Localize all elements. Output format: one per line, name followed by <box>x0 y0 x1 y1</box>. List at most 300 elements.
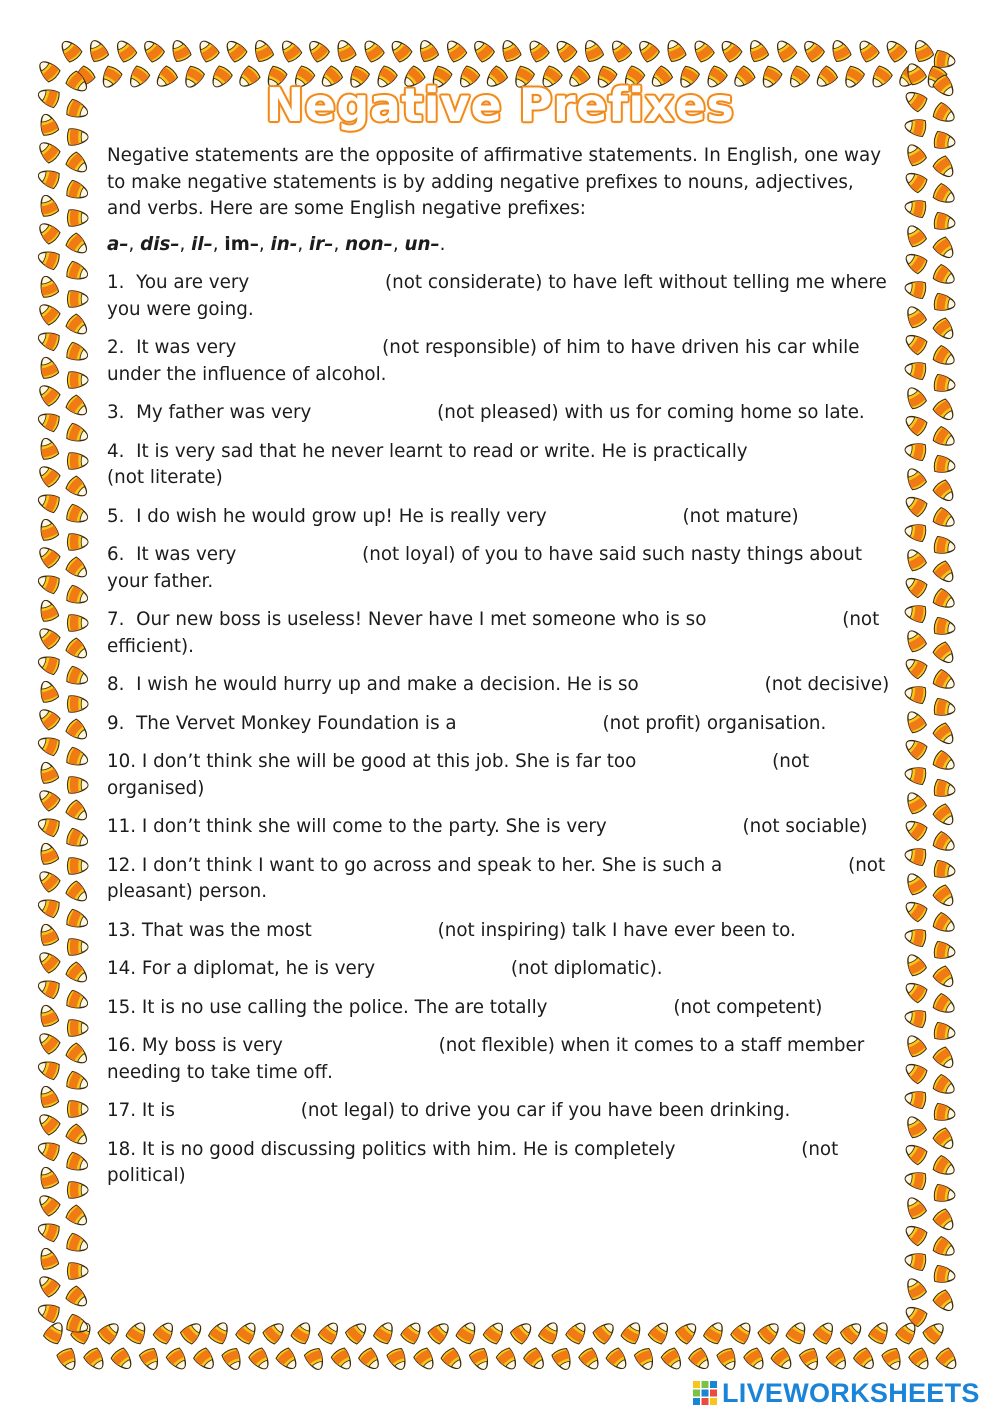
candy-corn-198 <box>36 977 61 999</box>
candy-corn-238 <box>902 250 928 275</box>
candy-corn-200 <box>37 1003 59 1028</box>
question-3: 3. My father was very (not pleased) with us for coming home so late. <box>107 402 865 423</box>
candy-corn-282 <box>904 846 927 866</box>
candy-corn-307 <box>932 1155 958 1179</box>
candy-corn-271 <box>932 669 958 693</box>
candy-corn-270 <box>904 684 927 704</box>
candy-corn-305 <box>932 1127 958 1153</box>
candy-corn-168 <box>36 572 61 594</box>
candy-corn-4 <box>113 37 138 63</box>
candy-corn-246 <box>904 360 927 380</box>
candy-corn-77 <box>221 1347 244 1372</box>
candy-corn-136 <box>35 138 61 164</box>
candy-corn-69 <box>110 1347 136 1373</box>
candy-corn-237 <box>933 212 956 232</box>
candy-corn-48 <box>717 37 743 63</box>
candy-corn-209 <box>65 1123 91 1149</box>
candy-corn-113 <box>716 1347 739 1372</box>
candy-corn-257 <box>932 479 958 505</box>
question-5: 5. I do wish he would grow up! He is really very (not mature) <box>107 505 799 527</box>
candy-corn-104 <box>592 1319 618 1345</box>
candy-corn-30 <box>470 37 496 63</box>
question-12: 12. I don’t think I want to go across and speak to her. She is such a (not pleasant) person. <box>107 854 886 902</box>
prefix-list <box>107 232 892 259</box>
candy-corn-87 <box>358 1347 384 1373</box>
candy-corn-253 <box>932 426 958 450</box>
candy-corn-64 <box>43 1319 67 1345</box>
candy-corn-140 <box>37 193 59 218</box>
candy-corn-272 <box>903 708 927 734</box>
candy-corn-106 <box>620 1319 644 1345</box>
candy-corn-252 <box>904 441 927 461</box>
candy-corn-96 <box>482 1319 507 1345</box>
candy-corn-137 <box>65 151 91 177</box>
candy-corn-230 <box>903 141 927 167</box>
candy-corn-173 <box>65 637 91 663</box>
candy-corn-164 <box>37 517 59 542</box>
candy-corn-284 <box>903 870 927 896</box>
candy-corn-18 <box>305 37 331 63</box>
candy-corn-269 <box>932 641 958 667</box>
candy-corn-109 <box>660 1347 685 1373</box>
candy-corn-158 <box>37 436 59 461</box>
candy-corn-0 <box>57 37 83 63</box>
candy-corn-220 <box>35 1272 61 1298</box>
candy-corn-110 <box>674 1319 700 1345</box>
candy-corn-119 <box>799 1347 822 1372</box>
candy-corn-8 <box>168 37 191 62</box>
candy-corn-214 <box>35 1191 61 1217</box>
candy-corn-201 <box>68 1020 89 1036</box>
candy-corn-313 <box>932 1236 958 1260</box>
candy-corn-163 <box>65 504 90 526</box>
question-6: 6. It was very (not loyal) of you to have said such nasty things about your father. <box>107 544 863 592</box>
candy-corn-71 <box>139 1347 162 1372</box>
candy-corn-287 <box>932 884 958 910</box>
candy-corn-204 <box>36 1058 61 1080</box>
candy-corn-165 <box>68 534 89 550</box>
candy-corn-167 <box>65 556 91 582</box>
candy-corn-278 <box>903 789 927 815</box>
candy-corn-212 <box>37 1165 59 1190</box>
candy-corn-232 <box>902 169 928 194</box>
candy-corn-288 <box>904 927 927 947</box>
candy-corn-147 <box>68 291 89 307</box>
candy-corn-67 <box>83 1347 108 1373</box>
candy-corn-196 <box>35 948 61 974</box>
candy-corn-258 <box>904 522 927 542</box>
candy-corn-295 <box>932 993 958 1017</box>
candy-corn-128 <box>922 1319 948 1345</box>
candy-corn-281 <box>932 803 958 829</box>
question-17: 17. It is (not legal) to drive you car if you have been drinking. <box>107 1100 791 1121</box>
candy-corn-46 <box>690 37 715 63</box>
candy-corn-68 <box>97 1319 123 1345</box>
candy-corn-308 <box>903 1194 927 1220</box>
candy-corn-14 <box>251 37 274 62</box>
candy-corn-317 <box>932 1289 958 1315</box>
candy-corn-233 <box>932 155 958 181</box>
candy-corn-283 <box>932 831 958 855</box>
candy-corn-24 <box>387 37 413 63</box>
candy-corn-166 <box>35 543 61 569</box>
candy-corn-178 <box>35 705 61 731</box>
candy-corn-179 <box>65 718 91 744</box>
candy-corn-171 <box>68 615 89 631</box>
worksheet-content <box>107 143 892 1190</box>
candy-corn-311 <box>932 1208 958 1234</box>
candy-corn-189 <box>68 858 89 874</box>
candy-corn-16 <box>278 37 303 63</box>
candy-corn-245 <box>932 317 958 343</box>
candy-corn-65 <box>56 1347 79 1372</box>
candy-corn-241 <box>932 264 958 288</box>
candy-corn-152 <box>37 355 59 380</box>
candy-corn-42 <box>635 37 661 63</box>
candy-corn-199 <box>65 990 90 1012</box>
candy-corn-85 <box>330 1347 355 1373</box>
candy-corn-157 <box>65 423 90 445</box>
candy-corn-183 <box>68 777 89 793</box>
candy-corn-301 <box>932 1074 958 1098</box>
candy-corn-91 <box>413 1347 438 1373</box>
candy-corn-294 <box>904 1008 927 1028</box>
candy-corn-146 <box>37 274 59 299</box>
candy-corn-225 <box>933 50 956 70</box>
candy-corn-260 <box>903 546 927 572</box>
candy-corn-99 <box>523 1347 549 1373</box>
candy-corn-254 <box>903 465 927 491</box>
candy-corn-303 <box>933 1103 956 1123</box>
candy-corn-161 <box>65 475 91 501</box>
prefix-un: un–. <box>404 233 446 255</box>
candy-corn-207 <box>68 1101 89 1117</box>
candy-corn-117 <box>770 1347 796 1373</box>
candy-corn-74 <box>179 1319 205 1345</box>
candy-corn-279 <box>933 779 956 799</box>
candy-corn-277 <box>932 750 958 774</box>
candy-corn-34 <box>525 37 550 63</box>
candy-corn-139 <box>65 180 90 202</box>
candy-corn-145 <box>65 261 90 283</box>
candy-corn-127 <box>908 1347 933 1373</box>
candy-corn-302 <box>903 1113 927 1139</box>
candy-corn-310 <box>902 1222 928 1247</box>
candy-corn-22 <box>360 37 385 63</box>
candy-corn-268 <box>902 655 928 680</box>
candy-corn-92 <box>427 1319 453 1345</box>
candy-corn-114 <box>730 1319 755 1345</box>
candy-corn-56 <box>828 37 851 62</box>
question-16: 16. My boss is very (not flexible) when it comes to a staff member needing to take time off. <box>107 1035 865 1083</box>
question-7: 7. Our new boss is useless! Never have I met someone who is so (not efficient). <box>107 609 880 657</box>
candy-corn-297 <box>933 1022 956 1042</box>
candy-corn-205 <box>65 1071 90 1093</box>
candy-corn-235 <box>932 183 958 207</box>
candy-corn-100 <box>538 1319 562 1345</box>
candy-corn-240 <box>904 279 927 299</box>
question-10: 10. I don’t think she will be good at this job. She is far too (not organised) <box>107 751 810 799</box>
candy-corn-120 <box>812 1319 837 1345</box>
candy-corn-38 <box>581 37 604 62</box>
candy-corn-187 <box>65 828 90 850</box>
candy-corn-193 <box>65 909 90 931</box>
prefix-dis: dis–, <box>140 233 192 255</box>
candy-corn-300 <box>904 1089 927 1109</box>
candy-corn-176 <box>37 679 59 704</box>
candy-corn-236 <box>903 222 927 248</box>
candy-corn-177 <box>68 696 89 712</box>
candy-corn-222 <box>36 1301 61 1323</box>
candy-corn-122 <box>839 1319 865 1345</box>
candy-corn-280 <box>902 817 928 842</box>
liveworksheets-logo[interactable] <box>692 1376 980 1410</box>
candy-corn-12 <box>222 37 248 63</box>
candy-corn-88 <box>373 1319 397 1345</box>
candy-corn-248 <box>903 384 927 410</box>
candy-corn-298 <box>902 1060 928 1085</box>
candy-corn-73 <box>165 1347 190 1373</box>
candy-corn-2 <box>86 37 109 62</box>
candy-corn-255 <box>933 455 956 475</box>
candy-corn-299 <box>932 1046 958 1072</box>
question-9: 9. The Vervet Monkey Foundation is a (not profit) organisation. <box>107 712 827 734</box>
candy-corn-20 <box>333 37 356 62</box>
candy-corn-261 <box>933 536 956 556</box>
candy-corn-94 <box>455 1319 479 1345</box>
candy-corn-208 <box>35 1110 61 1136</box>
question-13: 13. That was the most (not inspiring) talk I have ever been to. <box>107 919 796 941</box>
candy-corn-154 <box>35 381 61 407</box>
question-4: 4. It is very sad that he never learnt to read or write. He is practically (not literate) <box>107 440 748 488</box>
candy-corn-141 <box>68 210 89 226</box>
candy-corn-213 <box>68 1182 89 1198</box>
candy-corn-129 <box>935 1347 961 1373</box>
candy-corn-138 <box>36 167 61 189</box>
question-8: 8. I wish he would hurry up and make a decision. He is so (not decisive) <box>107 674 890 695</box>
logo-text: LIVEWORKSHEETS <box>722 1377 980 1408</box>
candy-corn-58 <box>855 37 880 63</box>
candy-corn-40 <box>608 37 633 63</box>
candy-corn-185 <box>65 799 91 825</box>
candy-corn-93 <box>440 1347 466 1373</box>
candy-corn-6 <box>140 37 166 63</box>
candy-corn-78 <box>235 1319 260 1345</box>
candy-corn-50 <box>746 37 769 62</box>
candy-corn-285 <box>933 860 956 880</box>
question-18: 18. It is no good discussing politics with him. He is completely (not political) <box>107 1138 839 1186</box>
question-15: 15. It is no use calling the police. The are totally (not competent) <box>107 996 823 1018</box>
candy-corn-125 <box>881 1347 904 1372</box>
candy-corn-151 <box>65 342 90 364</box>
candy-corn-234 <box>904 198 927 218</box>
candy-corn-36 <box>552 37 578 63</box>
candy-corn-97 <box>495 1347 520 1373</box>
candy-corn-98 <box>509 1319 535 1345</box>
candy-corn-121 <box>825 1347 850 1373</box>
candy-corn-239 <box>932 236 958 262</box>
candy-corn-124 <box>868 1319 892 1345</box>
question-11: 11. I don’t think she will come to the party. She is very (not sociable) <box>107 816 868 837</box>
candy-corn-243 <box>933 293 956 313</box>
candy-corn-274 <box>902 736 928 761</box>
candy-corn-162 <box>36 491 61 513</box>
candy-corn-195 <box>68 939 89 955</box>
candy-corn-60 <box>882 37 908 63</box>
candy-corn-304 <box>902 1141 928 1166</box>
candy-corn-95 <box>469 1347 492 1372</box>
candy-corn-181 <box>65 747 90 769</box>
candy-corn-203 <box>65 1042 91 1068</box>
candy-corn-206 <box>37 1084 59 1109</box>
prefix-non: non–, <box>345 233 405 255</box>
question-2: 2. It was very (not responsible) of him to have driven his car while under the influence of alcohol. <box>107 337 860 385</box>
prefix-ir: ir–, <box>309 233 346 255</box>
candy-corn-75 <box>193 1347 219 1373</box>
candy-corn-54 <box>800 37 826 63</box>
candy-corn-175 <box>65 666 90 688</box>
candy-corn-249 <box>933 374 956 394</box>
candy-corn-190 <box>35 867 61 893</box>
candy-corn-123 <box>853 1347 879 1373</box>
candy-corn-219 <box>68 1263 89 1279</box>
candy-corn-143 <box>65 232 91 258</box>
candy-corn-28 <box>443 37 468 63</box>
candy-corn-192 <box>36 896 61 918</box>
candy-corn-191 <box>65 880 91 906</box>
candy-corn-150 <box>36 329 61 351</box>
prefix-im: im–, <box>224 233 271 255</box>
candy-corn-250 <box>902 412 928 437</box>
candy-corn-26 <box>416 37 439 62</box>
candy-corn-242 <box>903 303 927 329</box>
candy-corn-172 <box>35 624 61 650</box>
candy-corn-211 <box>65 1152 90 1174</box>
candy-corn-148 <box>35 300 61 326</box>
candy-corn-296 <box>903 1032 927 1058</box>
candy-corn-231 <box>933 131 956 151</box>
candy-corn-174 <box>36 653 61 675</box>
candy-corn-44 <box>663 37 686 62</box>
candy-corn-89 <box>386 1347 409 1372</box>
candy-corn-170 <box>37 598 59 623</box>
candy-corn-306 <box>904 1170 927 1190</box>
candy-corn-244 <box>902 331 928 356</box>
candy-corn-216 <box>36 1220 61 1242</box>
candy-corn-256 <box>902 493 928 518</box>
candy-corn-72 <box>152 1319 177 1345</box>
candy-corn-293 <box>932 965 958 991</box>
candy-corn-83 <box>304 1347 327 1372</box>
page-title: Negative Prefixes <box>265 78 735 132</box>
candy-corn-101 <box>551 1347 574 1372</box>
candy-corn-81 <box>275 1347 301 1373</box>
candy-corn-115 <box>743 1347 768 1373</box>
candy-corn-142 <box>35 219 61 245</box>
candy-corn-273 <box>933 698 956 718</box>
candy-corn-82 <box>290 1319 314 1345</box>
candy-corn-286 <box>902 898 928 923</box>
candy-corn-10 <box>195 37 220 63</box>
candy-corn-90 <box>400 1319 425 1345</box>
candy-corn-275 <box>932 722 958 748</box>
prefix-a: a–, <box>107 233 141 255</box>
candy-corn-112 <box>703 1319 727 1345</box>
prefix-in: in-, <box>270 233 310 255</box>
candy-corn-247 <box>932 345 958 369</box>
candy-corn-188 <box>37 841 59 866</box>
candy-corn-194 <box>37 922 59 947</box>
candy-corn-315 <box>933 1265 956 1285</box>
question-14: 14. For a diplomat, he is very (not diplomatic). <box>107 958 663 979</box>
candy-corn-290 <box>903 951 927 977</box>
candy-corn-76 <box>208 1319 232 1345</box>
candy-corn-202 <box>35 1029 61 1055</box>
candy-corn-116 <box>757 1319 783 1345</box>
candy-corn-264 <box>904 603 927 623</box>
candy-corn-316 <box>902 1303 928 1328</box>
candy-corn-210 <box>36 1139 61 1161</box>
candy-corn-118 <box>785 1319 809 1345</box>
candy-corn-309 <box>933 1184 956 1204</box>
candy-corn-153 <box>68 372 89 388</box>
candy-corn-184 <box>35 786 61 812</box>
candy-corn-221 <box>65 1285 91 1311</box>
candy-corn-108 <box>647 1319 672 1345</box>
candy-corn-215 <box>65 1204 91 1230</box>
question-1: 1. You are very (not considerate) to have left without telling me where you were going. <box>107 272 887 320</box>
candy-corn-32 <box>498 37 521 62</box>
candy-corn-276 <box>904 765 927 785</box>
candy-corn-80 <box>262 1319 288 1345</box>
candy-corn-84 <box>317 1319 342 1345</box>
candy-corn-111 <box>688 1347 714 1373</box>
candy-corn-156 <box>36 410 61 432</box>
candy-corn-267 <box>933 617 956 637</box>
candy-corn-262 <box>902 574 928 599</box>
candy-corn-186 <box>36 815 61 837</box>
candy-corn-314 <box>903 1275 927 1301</box>
candy-corn-105 <box>605 1347 631 1373</box>
candy-corn-103 <box>578 1347 603 1373</box>
candy-corn-144 <box>36 248 61 270</box>
candy-corn-180 <box>36 734 61 756</box>
candy-corn-102 <box>565 1319 590 1345</box>
candy-corn-197 <box>65 961 91 987</box>
candy-corn-289 <box>932 912 958 936</box>
candy-corn-149 <box>65 313 91 339</box>
candy-corn-265 <box>932 588 958 612</box>
candy-corn-217 <box>65 1233 90 1255</box>
candy-corn-259 <box>932 507 958 531</box>
candy-corn-70 <box>125 1319 149 1345</box>
candy-corn-159 <box>68 453 89 469</box>
candy-corn-169 <box>65 585 90 607</box>
candy-corn-182 <box>37 760 59 785</box>
prefix-il: il–, <box>191 233 225 255</box>
candy-corn-263 <box>932 560 958 586</box>
candy-corn-292 <box>902 979 928 1004</box>
candy-corn-291 <box>933 941 956 961</box>
candy-corn-107 <box>634 1347 657 1372</box>
candy-corn-312 <box>904 1251 927 1271</box>
logo-grid-icon <box>692 1380 718 1406</box>
candy-corn-86 <box>344 1319 370 1345</box>
candy-corn-160 <box>35 462 61 488</box>
candy-corn-62 <box>911 37 934 62</box>
candy-corn-251 <box>932 398 958 424</box>
intro-paragraph: Negative statements are the opposite of affirmative statements. In English, one way to make negative statements is by adding negative prefixes to nouns, adjectives, and verbs. Here are some English negative prefixes: <box>107 145 882 219</box>
